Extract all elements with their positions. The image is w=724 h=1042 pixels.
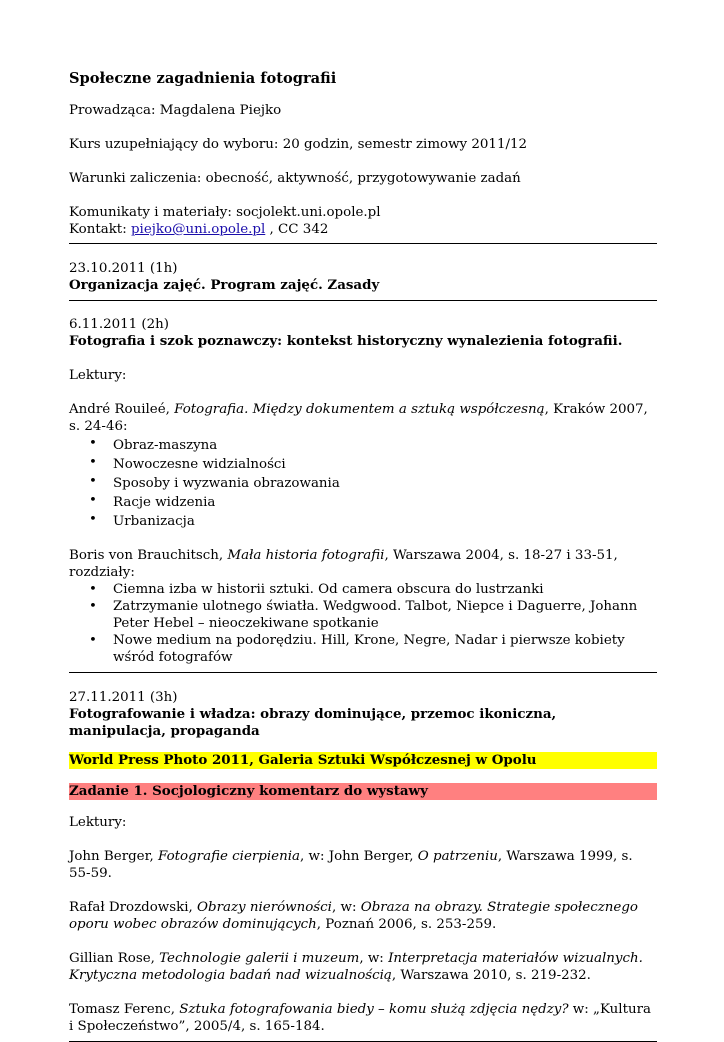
readings-label: Lektury: xyxy=(69,815,127,830)
list-item: • Nowoczesne widzialności xyxy=(89,455,286,472)
bullet-icon: • xyxy=(89,493,97,508)
readings-label: Lektury: xyxy=(69,368,127,383)
contact-room: , CC 342 xyxy=(265,222,329,237)
session-title: Fotografia i szok poznawczy: kontekst historyczny wynalezienia fotografii. xyxy=(69,333,623,349)
session-title: Fotografowanie i władza: obrazy dominujące, przemoc ikoniczna, manipulacja, propaganda xyxy=(69,706,557,739)
bullet-icon: • xyxy=(89,599,97,614)
list-item: • Sposoby i wyzwania obrazowania xyxy=(89,474,340,491)
list-item: • Zatrzymanie ulotnego światła. Wedgwood. Talbot, Niepce i Daguerre, Johann Peter Hebel – nieoczekiwane spotkanie xyxy=(89,599,638,631)
list-item: • Urbanizacja xyxy=(89,512,195,529)
list-item: • Racje widzenia xyxy=(89,493,216,510)
session-date: 6.11.2011 (2h) xyxy=(69,317,169,332)
contact-email-link[interactable]: piejko@uni.opole.pl xyxy=(130,222,266,237)
conditions-line: Warunki zaliczenia: obecność, aktywność, przygotowywanie zadań xyxy=(69,171,521,186)
document-title: Społeczne zagadnienia fotografii xyxy=(69,70,337,87)
reading-chapter-list xyxy=(69,581,657,666)
bullet-icon: • xyxy=(89,455,97,470)
document-content xyxy=(69,70,657,1042)
materials-line: Komunikaty i materiały: socjolekt.uni.opole.pl xyxy=(69,205,381,220)
exhibition-highlight: World Press Photo 2011, Galeria Sztuki Współczesnej w Opolu xyxy=(69,752,657,769)
list-item: • Obraz-maszyna xyxy=(89,436,218,453)
contact-line xyxy=(69,221,657,238)
reading-reference: John Berger, Fotografie cierpienia, w: John Berger, O patrzeniu, Warszawa 1999, s. 55-59. xyxy=(69,849,633,881)
session-date: 23.10.2011 (1h) xyxy=(69,261,178,276)
bullet-icon: • xyxy=(89,512,97,527)
reading-reference: Tomasz Ferenc, Sztuka fotografowania biedy – komu służą zdjęcia nędzy? w: „Kultura i Społeczeństwo”, 2005/4, s. 165-184. xyxy=(69,1002,651,1034)
bullet-icon: • xyxy=(89,633,97,648)
bullet-icon: • xyxy=(89,436,97,451)
bullet-icon: • xyxy=(89,474,97,489)
bullet-icon: • xyxy=(89,582,97,597)
course-line: Kurs uzupełniający do wyboru: 20 godzin, semestr zimowy 2011/12 xyxy=(69,137,528,152)
reading-reference: Gillian Rose, Technologie galerii i muzeum, w: Interpretacja materiałów wizualnych. Krytyczna metodologia badań nad wizualnością, Warszawa 2010, s. 219-232. xyxy=(69,951,643,983)
reading-reference: Boris von Brauchitsch, Mała historia fotografii, Warszawa 2004, s. 18-27 i 33-51, rozdziały: xyxy=(69,548,618,580)
list-item: • Ciemna izba w historii sztuki. Od camera obscura do lustrzanki xyxy=(89,582,544,597)
session-title: Organizacja zajęć. Program zajęć. Zasady xyxy=(69,277,380,293)
contact-label: Kontakt: xyxy=(69,222,131,237)
reading-reference: Rafał Drozdowski, Obrazy nierówności, w: Obraza na obrazy. Strategie społecznego oporu wobec obrazów dominujących, Poznań 2006, s. 253-259. xyxy=(69,900,638,932)
reading-reference: André Rouileé, Fotografia. Między dokumentem a sztuką współczesną, Kraków 2007, s. 24-46: xyxy=(69,402,648,434)
task-highlight: Zadanie 1. Socjologiczny komentarz do wystawy xyxy=(69,783,657,800)
reading-chapter-list xyxy=(69,435,657,530)
instructor-line: Prowadząca: Magdalena Piejko xyxy=(69,103,282,118)
list-item: • Nowe medium na podorędziu. Hill, Krone, Negre, Nadar i pierwsze kobiety wśród fotografów xyxy=(89,633,625,665)
session-date: 27.11.2011 (3h) xyxy=(69,690,178,705)
